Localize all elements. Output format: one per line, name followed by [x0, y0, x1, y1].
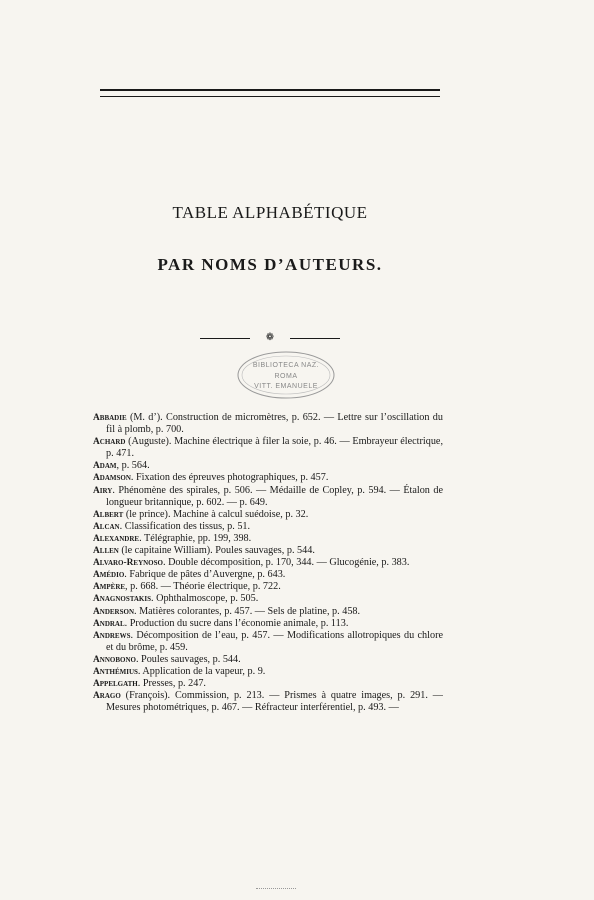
- author-name: Alvaro-Reynoso: [93, 558, 163, 569]
- index-entry: [93, 557, 443, 569]
- library-stamp: [236, 350, 336, 400]
- author-name: Adamson: [93, 473, 131, 484]
- top-rule-thick: [100, 89, 440, 91]
- entry-text: . Classification des tissus, p. 51.: [119, 520, 251, 532]
- entry-text: . Application de la vapeur, p. 9.: [137, 665, 266, 677]
- entry-text: (Auguste). Machine électrique à filer la soie, p. 46. — Embrayeur électrique, p. 471.: [106, 436, 443, 460]
- top-rule-thin: [100, 96, 440, 97]
- author-name: Annobono: [93, 654, 136, 665]
- title-line-1: TABLE ALPHABÉTIQUE: [172, 203, 368, 222]
- index-entry: [93, 630, 443, 654]
- entry-text: (le prince). Machine à calcul suédoise, p. 32.: [123, 508, 309, 520]
- index-entry: [93, 509, 443, 521]
- author-name: Andral: [93, 618, 125, 629]
- author-name: Allen: [93, 546, 119, 557]
- author-name: Airy: [93, 485, 113, 496]
- index-entry: [93, 678, 443, 690]
- index-entry: [93, 412, 443, 436]
- author-index-list: [93, 412, 443, 714]
- author-name: Abbadie: [93, 413, 127, 423]
- index-entry: [93, 581, 443, 593]
- entry-text: . Fixation des épreuves photographiques, p. 457.: [130, 472, 329, 484]
- index-entry: [93, 618, 443, 630]
- ornament-glyph: ❁: [265, 332, 275, 343]
- entry-text: . Télégraphie, pp. 199, 398.: [139, 532, 252, 544]
- author-name: Ampère: [93, 582, 126, 593]
- index-entry: [93, 436, 443, 460]
- entry-text: . Poules sauvages, p. 544.: [135, 653, 241, 665]
- entry-text: . Matières colorantes, p. 457. — Sels de platine, p. 458.: [134, 605, 361, 617]
- index-entry: [93, 593, 443, 605]
- index-entry: [93, 533, 443, 545]
- stamp-line-2: ROMA: [274, 373, 298, 380]
- entry-text: . Ophthalmoscope, p. 505.: [151, 593, 259, 605]
- stamp-line-1: BIBLIOTECA NAZ.: [252, 362, 320, 369]
- entry-text: (M. d’). Construction de micromètres, p. 652. — Lettre sur l’oscillation du fil à plomb, p. 700.: [106, 412, 443, 436]
- entry-text: (le capitaine William). Poules sauvages, p. 544.: [118, 545, 315, 557]
- entry-text: . Fabrique de pâtes d’Auvergne, p. 643.: [124, 569, 286, 581]
- entry-text: . Production du sucre dans l’économie animale, p. 113.: [124, 617, 349, 629]
- index-entry: [93, 521, 443, 533]
- author-name: Alcan: [93, 521, 120, 532]
- entry-text: , p. 564.: [116, 460, 150, 472]
- ornament-line-right: [290, 338, 340, 339]
- index-entry: [93, 485, 443, 509]
- author-name: Arago: [93, 691, 121, 702]
- author-name: Amédio: [93, 570, 125, 581]
- author-name: Appelgath: [93, 679, 138, 690]
- index-entry: [93, 472, 443, 484]
- entry-text: . Phénomène des spirales, p. 506. — Médaille de Copley, p. 594. — Étalon de longueur britannique, p. 602. — p. 649.: [106, 484, 443, 508]
- entry-text: , p. 668. — Théorie électrique, p. 722.: [125, 581, 281, 593]
- index-entry: [93, 666, 443, 678]
- title-line-2: PAR NOMS D’AUTEURS.: [157, 255, 383, 274]
- entry-text: . Presses, p. 247.: [137, 678, 206, 690]
- index-entry: [93, 460, 443, 472]
- author-name: Anderson: [93, 606, 134, 617]
- index-entry: [93, 545, 443, 557]
- ornament-divider: [200, 333, 340, 345]
- author-name: Adam: [93, 461, 117, 472]
- author-name: Alexandre: [93, 533, 140, 544]
- author-name: Andrews: [93, 630, 131, 641]
- index-entry: [93, 654, 443, 666]
- footer-mark: [256, 888, 296, 892]
- entry-text: (François). Commission, p. 213. — Prismes à quatre images, p. 291. — Mesures photométriques, p. 467. — Réfracteur interférentiel, p. 493. —: [106, 690, 443, 714]
- stamp-line-3: VITT. EMANUELE: [254, 383, 318, 390]
- ornament-line-left: [200, 338, 250, 339]
- author-name: Albert: [93, 509, 124, 520]
- author-name: Achard: [93, 437, 126, 448]
- index-entry: [93, 606, 443, 618]
- entry-text: . Décomposition de l’eau, p. 457. — Modifications allotropiques du chlore et du brôme, p. 459.: [106, 629, 443, 653]
- index-entry: [93, 690, 443, 714]
- index-entry: [93, 569, 443, 581]
- entry-text: . Double décomposition, p. 170, 344. — Glucogénie, p. 383.: [162, 557, 410, 569]
- author-name: Anthémius: [93, 666, 138, 677]
- author-name: Anagnostakis: [93, 594, 151, 605]
